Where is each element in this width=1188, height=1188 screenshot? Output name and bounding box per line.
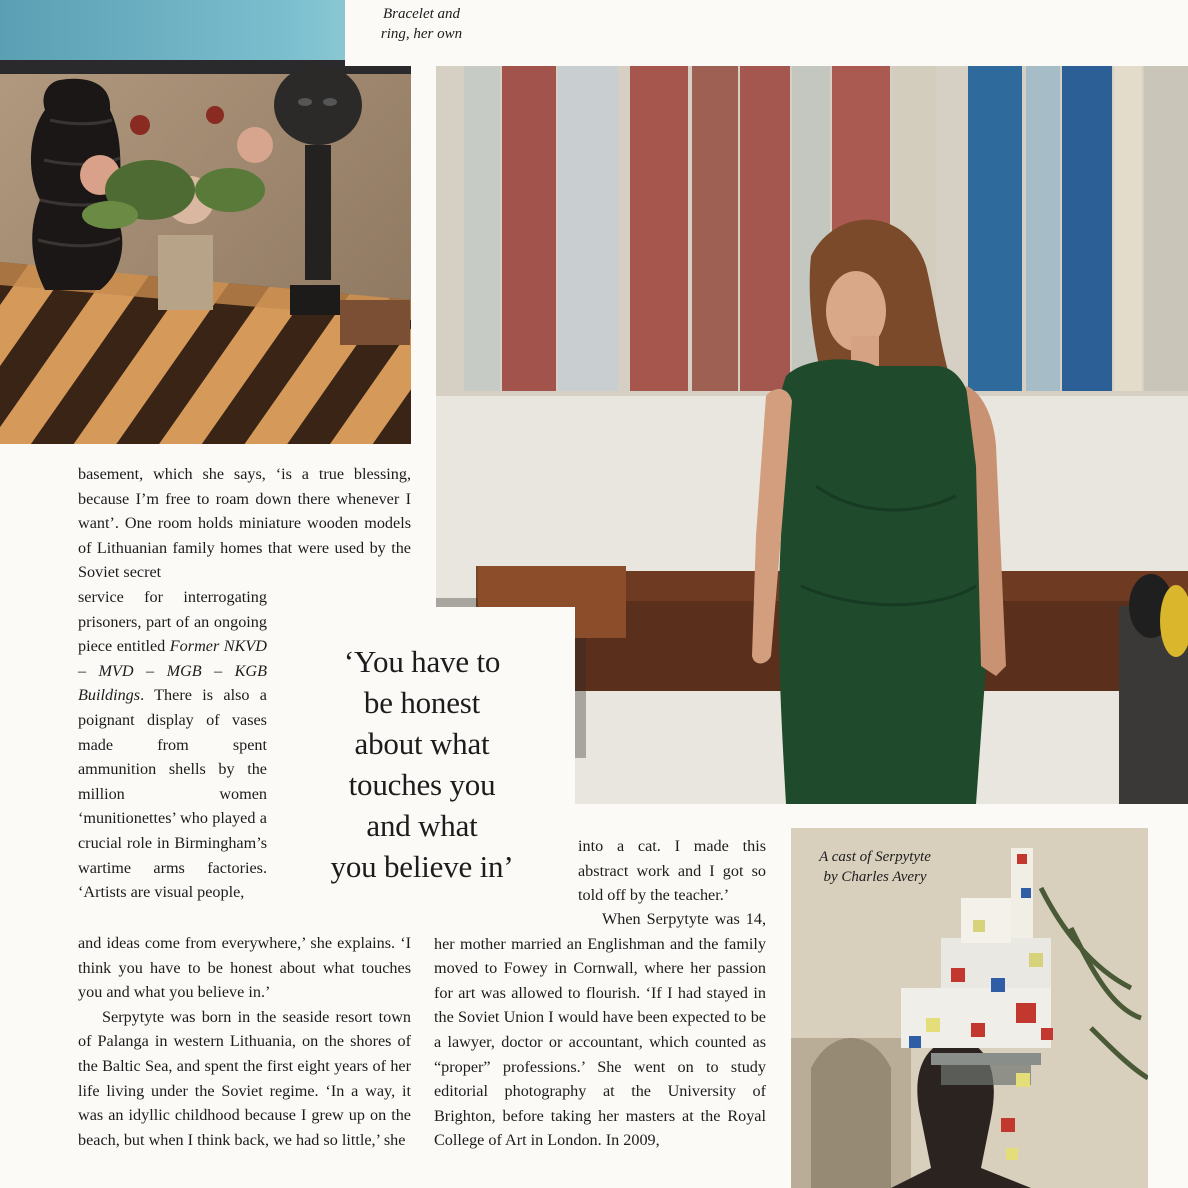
pull-quote-line: and what [366,808,478,843]
sculpture-caption [800,847,950,887]
caption-line: ring, her own [380,26,463,42]
pull-quote [292,641,552,887]
paragraph: basement, which she says, ‘is a true blessing, because I’m free to roam down there whenever I want’. One room holds miniature wooden models of Lithuanian family homes that were used by the Soviet secret [78,465,411,582]
caption-line: by Charles Avery [823,869,927,885]
text-run: service for interrogating prisoners, part of an ongoing piece entitled [78,588,267,656]
body-text-mid-narrow [578,834,766,908]
body-text-left-top [78,462,411,585]
still-life-photo [0,0,411,444]
paragraph: and ideas come from everywhere,’ she explains. ‘I think you have to be honest about what touches you and what you believe in.’ [78,934,411,1002]
caption-line: Bracelet and [382,6,461,22]
pull-quote-line: ‘You have to [343,644,501,679]
pull-quote-line: be honest [363,685,481,720]
paragraph: When Serpytyte was 14, her mother married an Englishman and the family moved to Fowey in Cornwall, where her passion for art was allowed to flourish. ‘If I had stayed in the Soviet Union I would have been expected to be a lawyer, doctor or accountant, which counted as “proper” professions.’ She went on to study editorial photography at the University of Brighton, before taking her masters at the Royal College of Art in London. In 2009, [434,910,766,1150]
body-text-left-bottom [78,931,411,1152]
pull-quote-line: about what [354,726,490,761]
text-run: . There is also a poignant display of vases made from spent ammunition shells by the million women ‘munitionettes’ who played a crucial role in Birmingham’s wartime arms factories. ‘Artists are visual people, [78,686,267,902]
body-text-mid [434,907,766,1153]
caption-line: A cast of Serpytyte [819,849,931,865]
artwork-title: Former NKVD – MVD – MGB – KGB Buildings [78,637,267,705]
pull-quote-line: touches you [348,767,496,802]
paragraph: into a cat. I made this abstract work and I got so told off by the teacher.’ [578,837,766,905]
body-text-left-narrow [78,585,267,905]
pull-quote-line: you believe in’ [330,849,514,884]
paragraph: Serpytyte was born in the seaside resort town of Palanga in western Lithuania, on the shores of the Baltic Sea, and spent the first eight years of her life living under the Soviet regime. ‘In a way, it was an idyllic childhood because I grew up on the beach, but when I think back, we had so little,’ she [78,1007,411,1149]
paragraph [78,585,267,905]
jewellery-caption [345,4,498,44]
